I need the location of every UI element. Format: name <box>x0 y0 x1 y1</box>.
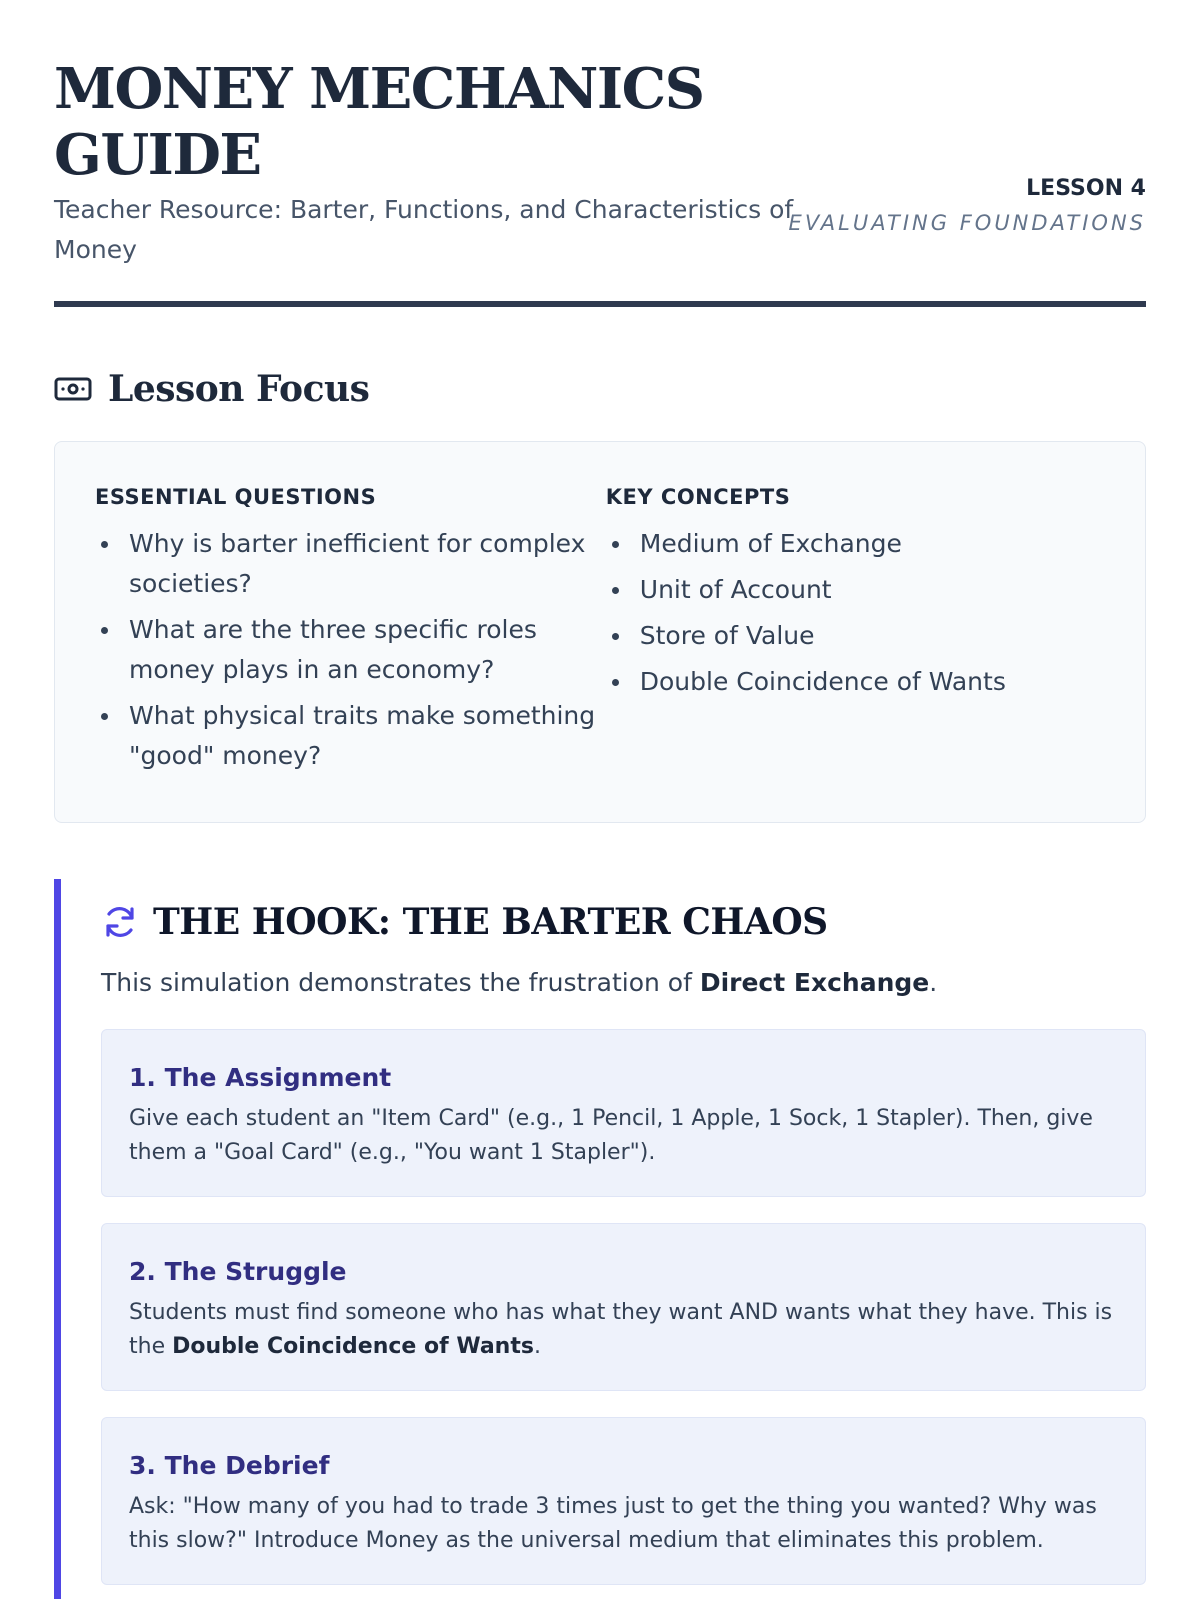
lesson-subtitle: EVALUATING FOUNDATIONS <box>788 211 1146 235</box>
step-text: Ask: "How many of you had to trade 3 times just to get the thing you wanted? Why was this slow?" Introduce Money as the universal medium that eliminates this problem. <box>129 1494 1097 1553</box>
list-item: Medium of Exchange <box>606 524 1105 564</box>
refresh-icon <box>101 903 139 941</box>
list-item: What are the three specific roles money plays in an economy? <box>95 610 606 690</box>
hook-title: THE HOOK: THE BARTER CHAOS <box>153 901 828 943</box>
hook-heading <box>101 879 1146 947</box>
hook-intro-bold: Direct Exchange <box>699 968 930 997</box>
list-item: What physical traits make something "good" money? <box>95 696 606 776</box>
list-item: Why is barter inefficient for complex societies? <box>95 524 606 604</box>
step-title: 3. The Debrief <box>129 1451 330 1480</box>
lesson-number: LESSON 4 <box>1026 176 1146 201</box>
essential-questions-label: ESSENTIAL QUESTIONS <box>95 485 377 509</box>
step-text-suffix: . <box>533 1334 541 1359</box>
page-header <box>54 0 1146 307</box>
list-item: Unit of Account <box>606 570 1105 610</box>
step-text: Give each student an "Item Card" (e.g., 1 Pencil, 1 Apple, 1 Sock, 1 Stapler). Then, give them a "Goal Card" (e.g., "You want 1 Stapler"). <box>129 1106 1093 1165</box>
lesson-focus-heading <box>54 365 1146 413</box>
step-text-bold: Double Coincidence of Wants <box>172 1334 534 1359</box>
lesson-focus-section <box>54 365 1146 823</box>
step-card-debrief <box>101 1417 1146 1585</box>
list-item: Double Coincidence of Wants <box>606 662 1105 702</box>
step-text <box>129 1296 1118 1364</box>
key-concepts <box>606 482 1105 782</box>
step-text-prefix: Students must find someone who has what they want AND wants what they have. This is the <box>129 1300 1113 1359</box>
essential-questions-list <box>95 524 606 776</box>
hook-intro-suffix: . <box>929 968 938 997</box>
page-subtitle: Teacher Resource: Barter, Functions, and Characteristics of Money <box>54 195 794 264</box>
lesson-focus-title: Lesson Focus <box>108 368 370 410</box>
money-icon <box>54 377 92 401</box>
page-title: MONEY MECHANICS GUIDE <box>54 56 704 188</box>
hook-intro <box>101 963 1146 1003</box>
step-title: 1. The Assignment <box>129 1063 392 1092</box>
list-item: Store of Value <box>606 616 1105 656</box>
key-concepts-list <box>606 524 1105 702</box>
hook-intro-text: This simulation demonstrates the frustration of <box>101 968 700 997</box>
step-title: 2. The Struggle <box>129 1257 347 1286</box>
hook-section <box>54 879 1146 1585</box>
key-concepts-label: KEY CONCEPTS <box>605 485 791 509</box>
step-card-struggle <box>101 1223 1146 1391</box>
lesson-meta <box>789 172 1146 240</box>
lesson-focus-card <box>54 441 1146 823</box>
step-card-assignment <box>101 1029 1146 1197</box>
essential-questions <box>95 482 606 782</box>
hook-accent-bar <box>54 879 61 1599</box>
